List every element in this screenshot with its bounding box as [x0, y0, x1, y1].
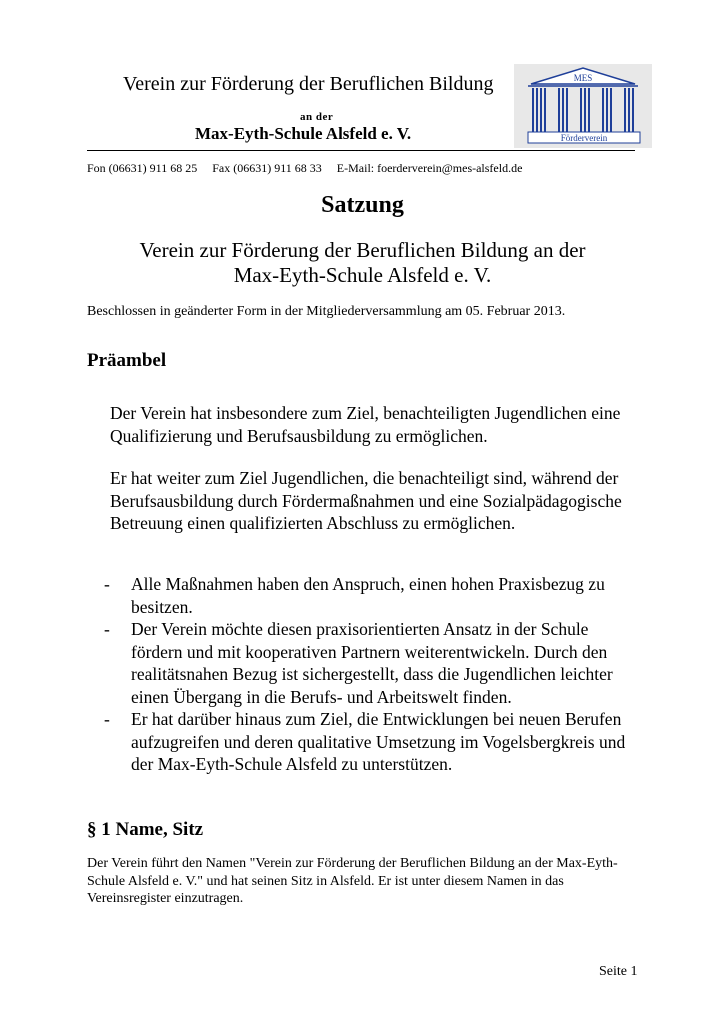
bullet-text: Er hat darüber hinaus zum Ziel, die Entwicklungen bei neuen Berufen aufzugreifen und deren qualitative Umsetzung im Vogelsbergkreis und der Max-Eyth-Schule Alsfeld zu unterstützen.	[131, 709, 626, 774]
bullet-text: Der Verein möchte diesen praxisorientierten Ansatz in der Schule fördern und mit kooperativen Partnern weiterentwickeln. Durch den realitätsnahen Bezug ist sichergestellt, dass die Jugendlichen leichter einen Übergang in die Berufs- und Arbeitswelt finden.	[131, 619, 613, 707]
document-subtitle-line2: Max-Eyth-Schule Alsfeld e. V.	[233, 263, 492, 287]
logo-bottom-text: Förderverein	[560, 133, 608, 143]
preamble-paragraph-2: Er hat weiter zum Ziel Jugendlichen, die benachteiligt sind, während der Berufsausbildung durch Fördermaßnahmen und eine Sozialpädagogische Betreuung einen qualifizierten Abschluss zu ermöglichen.	[110, 468, 622, 533]
page-number: Seite 1	[599, 964, 638, 979]
mes-logo	[514, 64, 652, 148]
logo-top-text: MES	[573, 73, 593, 83]
header-rule	[87, 150, 635, 151]
list-item	[104, 708, 639, 776]
header-an-der: an der	[300, 111, 334, 123]
header-school-name: Max-Eyth-Schule Alsfeld e. V.	[195, 124, 412, 143]
bullet-dash: -	[104, 709, 110, 729]
contact-fax: Fax (06631) 911 68 33	[212, 161, 322, 175]
contact-line	[87, 161, 522, 176]
decided-note: Beschlossen in geänderter Form in der Mitgliederversammlung am 05. Februar 2013.	[87, 304, 566, 319]
contact-email: E-Mail: foerderverein@mes-alsfeld.de	[336, 161, 523, 175]
section-1-text: Der Verein führt den Namen "Verein zur Förderung der Beruflichen Bildung an der Max-Eyth-Schule Alsfeld e. V." und hat seinen Sitz in Alsfeld. Er ist unter diesem Namen in das Vereinsregister einzutragen.	[87, 856, 618, 907]
list-item	[104, 573, 639, 618]
bullet-dash: -	[104, 619, 110, 639]
bullet-text: Alle Maßnahmen haben den Anspruch, einen hohen Praxisbezug zu besitzen.	[131, 574, 605, 617]
document-title: Satzung	[321, 192, 404, 218]
preamble-bullet-list	[104, 573, 639, 776]
contact-fon: Fon (06631) 911 68 25	[87, 161, 198, 175]
list-item	[104, 618, 639, 708]
bullet-dash: -	[104, 574, 110, 594]
document-subtitle-line1: Verein zur Förderung der Beruflichen Bildung an der	[139, 238, 586, 262]
header-title: Verein zur Förderung der Beruflichen Bildung	[123, 73, 494, 95]
section-1-heading: § 1 Name, Sitz	[87, 819, 204, 840]
preamble-paragraph-1: Der Verein hat insbesondere zum Ziel, benachteiligten Jugendlichen eine Qualifizierung und Berufsausbildung zu ermöglichen.	[110, 403, 621, 446]
preamble-heading: Präambel	[87, 350, 167, 371]
